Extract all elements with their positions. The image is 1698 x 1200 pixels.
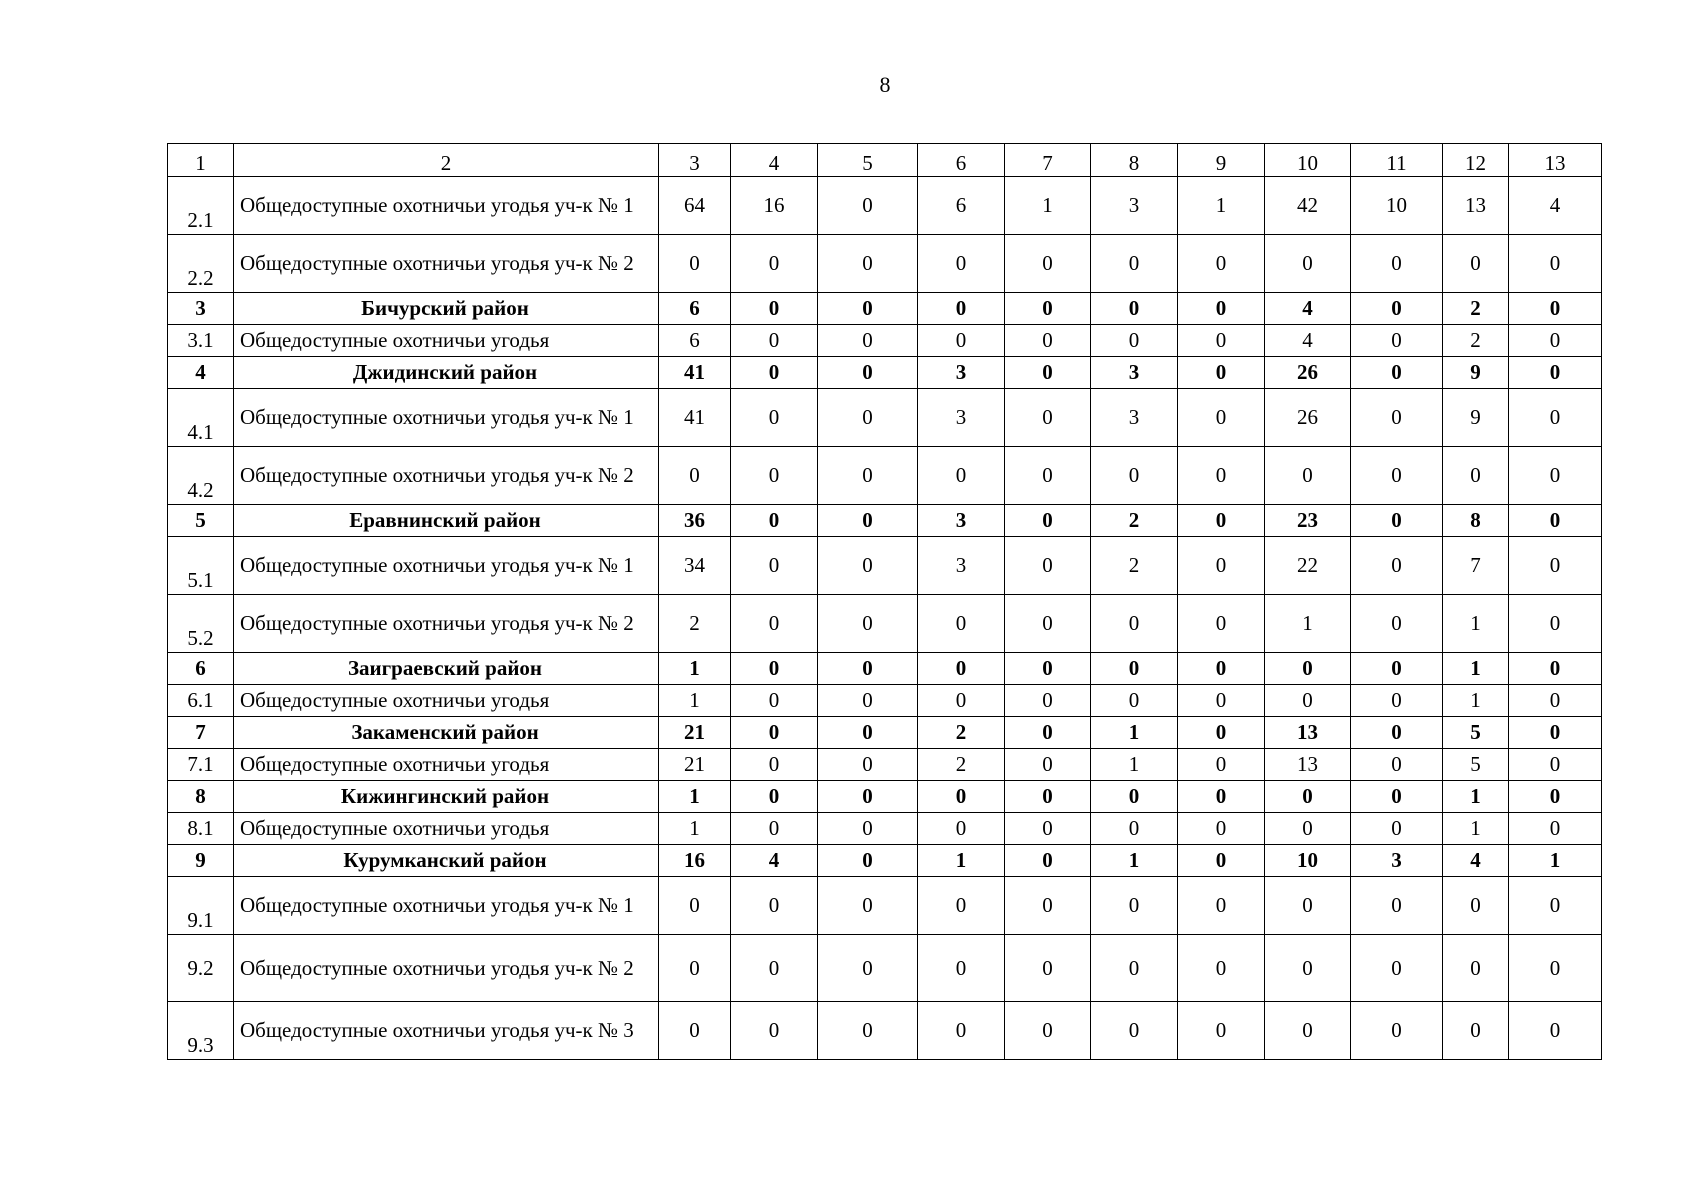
value-cell: 42 xyxy=(1265,177,1351,235)
value-cell: 0 xyxy=(1509,389,1602,447)
area-name-cell: Общедоступные охотничьи угодья уч-к № 1 xyxy=(234,877,659,935)
value-cell: 0 xyxy=(731,813,818,845)
area-name-cell: Общедоступные охотничьи угодья уч-к № 1 xyxy=(234,537,659,595)
column-header-12: 12 xyxy=(1443,144,1509,177)
value-cell: 0 xyxy=(1509,749,1602,781)
value-cell: 0 xyxy=(1005,781,1091,813)
value-cell: 1 xyxy=(1005,177,1091,235)
value-cell: 0 xyxy=(1178,653,1265,685)
value-cell: 23 xyxy=(1265,505,1351,537)
value-cell: 0 xyxy=(1265,235,1351,293)
value-cell: 0 xyxy=(731,537,818,595)
value-cell: 0 xyxy=(731,357,818,389)
value-cell: 0 xyxy=(818,877,918,935)
value-cell: 0 xyxy=(918,293,1005,325)
row-number-cell: 7.1 xyxy=(168,749,234,781)
area-name-cell: Общедоступные охотничьи угодья уч-к № 3 xyxy=(234,1002,659,1060)
value-cell: 0 xyxy=(1178,357,1265,389)
value-cell: 0 xyxy=(731,1002,818,1060)
value-cell: 0 xyxy=(1265,1002,1351,1060)
value-cell: 4 xyxy=(1265,293,1351,325)
value-cell: 41 xyxy=(659,389,731,447)
column-header-3: 3 xyxy=(659,144,731,177)
value-cell: 0 xyxy=(1509,717,1602,749)
value-cell: 26 xyxy=(1265,357,1351,389)
area-name-cell: Общедоступные охотничьи угодья уч-к № 2 xyxy=(234,235,659,293)
value-cell: 0 xyxy=(1509,781,1602,813)
row-number-cell: 9 xyxy=(168,845,234,877)
value-cell: 0 xyxy=(918,653,1005,685)
column-header-11: 11 xyxy=(1351,144,1443,177)
value-cell: 0 xyxy=(731,877,818,935)
value-cell: 0 xyxy=(659,1002,731,1060)
value-cell: 1 xyxy=(659,685,731,717)
value-cell: 0 xyxy=(1178,235,1265,293)
value-cell: 0 xyxy=(1091,447,1178,505)
row-number-cell: 8 xyxy=(168,781,234,813)
value-cell: 0 xyxy=(731,685,818,717)
value-cell: 0 xyxy=(1005,653,1091,685)
value-cell: 0 xyxy=(1091,1002,1178,1060)
row-number-cell: 3 xyxy=(168,293,234,325)
value-cell: 0 xyxy=(1351,749,1443,781)
value-cell: 3 xyxy=(918,357,1005,389)
district-row xyxy=(168,357,1602,389)
district-name-cell: Кижингинский район xyxy=(234,781,659,813)
value-cell: 0 xyxy=(1509,595,1602,653)
row-number-cell: 2.2 xyxy=(168,235,234,293)
value-cell: 0 xyxy=(818,447,918,505)
value-cell: 0 xyxy=(1005,1002,1091,1060)
value-cell: 0 xyxy=(1265,685,1351,717)
district-row xyxy=(168,845,1602,877)
value-cell: 1 xyxy=(1265,595,1351,653)
value-cell: 0 xyxy=(659,877,731,935)
value-cell: 0 xyxy=(918,1002,1005,1060)
value-cell: 9 xyxy=(1443,357,1509,389)
value-cell: 0 xyxy=(1265,781,1351,813)
value-cell: 36 xyxy=(659,505,731,537)
row-number-cell: 5 xyxy=(168,505,234,537)
column-header-2: 2 xyxy=(234,144,659,177)
value-cell: 0 xyxy=(1178,845,1265,877)
table-row xyxy=(168,877,1602,935)
value-cell: 0 xyxy=(1351,505,1443,537)
area-name-cell: Общедоступные охотничьи угодья уч-к № 2 xyxy=(234,447,659,505)
value-cell: 6 xyxy=(918,177,1005,235)
value-cell: 8 xyxy=(1443,505,1509,537)
value-cell: 0 xyxy=(1091,685,1178,717)
value-cell: 0 xyxy=(1509,235,1602,293)
value-cell: 0 xyxy=(1509,537,1602,595)
value-cell: 5 xyxy=(1443,717,1509,749)
value-cell: 1 xyxy=(1443,595,1509,653)
value-cell: 0 xyxy=(1351,293,1443,325)
value-cell: 0 xyxy=(1005,595,1091,653)
value-cell: 0 xyxy=(1178,717,1265,749)
area-name-cell: Общедоступные охотничьи угодья уч-к № 1 xyxy=(234,177,659,235)
value-cell: 0 xyxy=(1178,1002,1265,1060)
value-cell: 0 xyxy=(1351,877,1443,935)
value-cell: 0 xyxy=(1265,653,1351,685)
table-header-row xyxy=(168,144,1602,177)
value-cell: 0 xyxy=(918,813,1005,845)
row-number-cell: 9.2 xyxy=(168,935,234,1002)
value-cell: 1 xyxy=(659,781,731,813)
value-cell: 0 xyxy=(731,235,818,293)
value-cell: 0 xyxy=(818,845,918,877)
value-cell: 0 xyxy=(1091,781,1178,813)
value-cell: 0 xyxy=(731,389,818,447)
value-cell: 21 xyxy=(659,749,731,781)
value-cell: 0 xyxy=(1351,813,1443,845)
table-row xyxy=(168,325,1602,357)
table-row xyxy=(168,1002,1602,1060)
district-row xyxy=(168,781,1602,813)
row-number-cell: 3.1 xyxy=(168,325,234,357)
value-cell: 0 xyxy=(1443,935,1509,1002)
district-row xyxy=(168,505,1602,537)
value-cell: 0 xyxy=(1091,653,1178,685)
value-cell: 0 xyxy=(1509,325,1602,357)
table-row xyxy=(168,935,1602,1002)
value-cell: 0 xyxy=(818,1002,918,1060)
value-cell: 1 xyxy=(918,845,1005,877)
value-cell: 0 xyxy=(918,685,1005,717)
column-header-10: 10 xyxy=(1265,144,1351,177)
value-cell: 13 xyxy=(1265,749,1351,781)
value-cell: 0 xyxy=(1178,685,1265,717)
value-cell: 0 xyxy=(1178,749,1265,781)
value-cell: 0 xyxy=(918,325,1005,357)
value-cell: 2 xyxy=(1091,537,1178,595)
value-cell: 0 xyxy=(1178,595,1265,653)
value-cell: 0 xyxy=(1005,845,1091,877)
value-cell: 0 xyxy=(1443,877,1509,935)
area-name-cell: Общедоступные охотничьи угодья уч-к № 2 xyxy=(234,935,659,1002)
value-cell: 0 xyxy=(1178,505,1265,537)
area-name-cell: Общедоступные охотничьи угодья уч-к № 1 xyxy=(234,389,659,447)
value-cell: 0 xyxy=(1178,537,1265,595)
table-row xyxy=(168,749,1602,781)
table-row xyxy=(168,177,1602,235)
value-cell: 3 xyxy=(918,537,1005,595)
value-cell: 0 xyxy=(1005,505,1091,537)
value-cell: 0 xyxy=(731,653,818,685)
value-cell: 0 xyxy=(659,447,731,505)
value-cell: 0 xyxy=(918,235,1005,293)
value-cell: 0 xyxy=(731,781,818,813)
value-cell: 1 xyxy=(1091,845,1178,877)
value-cell: 0 xyxy=(1509,505,1602,537)
row-number-cell: 9.3 xyxy=(168,1002,234,1060)
value-cell: 26 xyxy=(1265,389,1351,447)
value-cell: 2 xyxy=(918,749,1005,781)
value-cell: 0 xyxy=(1005,293,1091,325)
value-cell: 0 xyxy=(1091,813,1178,845)
value-cell: 16 xyxy=(731,177,818,235)
value-cell: 0 xyxy=(1005,717,1091,749)
value-cell: 0 xyxy=(1178,877,1265,935)
value-cell: 0 xyxy=(731,447,818,505)
value-cell: 0 xyxy=(1091,935,1178,1002)
district-row xyxy=(168,717,1602,749)
value-cell: 2 xyxy=(659,595,731,653)
row-number-cell: 4.2 xyxy=(168,447,234,505)
value-cell: 1 xyxy=(1091,749,1178,781)
value-cell: 1 xyxy=(1091,717,1178,749)
value-cell: 0 xyxy=(1005,447,1091,505)
value-cell: 0 xyxy=(1509,685,1602,717)
value-cell: 0 xyxy=(818,537,918,595)
value-cell: 0 xyxy=(1509,653,1602,685)
value-cell: 2 xyxy=(1443,293,1509,325)
table-row xyxy=(168,537,1602,595)
value-cell: 22 xyxy=(1265,537,1351,595)
value-cell: 0 xyxy=(1351,717,1443,749)
value-cell: 0 xyxy=(1351,389,1443,447)
page-number: 8 xyxy=(879,72,891,97)
value-cell: 0 xyxy=(1005,935,1091,1002)
value-cell: 0 xyxy=(1351,653,1443,685)
value-cell: 0 xyxy=(918,781,1005,813)
value-cell: 0 xyxy=(731,717,818,749)
value-cell: 0 xyxy=(1265,935,1351,1002)
value-cell: 0 xyxy=(1351,447,1443,505)
value-cell: 0 xyxy=(1091,595,1178,653)
column-header-8: 8 xyxy=(1091,144,1178,177)
value-cell: 5 xyxy=(1443,749,1509,781)
value-cell: 0 xyxy=(1005,235,1091,293)
value-cell: 0 xyxy=(731,325,818,357)
value-cell: 0 xyxy=(1091,877,1178,935)
value-cell: 0 xyxy=(1351,595,1443,653)
value-cell: 0 xyxy=(918,595,1005,653)
value-cell: 64 xyxy=(659,177,731,235)
value-cell: 0 xyxy=(1091,325,1178,357)
value-cell: 0 xyxy=(1443,235,1509,293)
value-cell: 34 xyxy=(659,537,731,595)
row-number-cell: 4 xyxy=(168,357,234,389)
value-cell: 0 xyxy=(1265,813,1351,845)
value-cell: 0 xyxy=(818,749,918,781)
value-cell: 0 xyxy=(818,935,918,1002)
column-header-6: 6 xyxy=(918,144,1005,177)
value-cell: 0 xyxy=(1509,293,1602,325)
district-row xyxy=(168,293,1602,325)
value-cell: 0 xyxy=(731,935,818,1002)
district-name-cell: Бичурский район xyxy=(234,293,659,325)
district-name-cell: Курумканский район xyxy=(234,845,659,877)
value-cell: 3 xyxy=(1351,845,1443,877)
value-cell: 0 xyxy=(1509,1002,1602,1060)
value-cell: 0 xyxy=(918,447,1005,505)
value-cell: 2 xyxy=(1091,505,1178,537)
value-cell: 0 xyxy=(1351,357,1443,389)
value-cell: 4 xyxy=(1265,325,1351,357)
value-cell: 10 xyxy=(1351,177,1443,235)
row-number-cell: 8.1 xyxy=(168,813,234,845)
value-cell: 0 xyxy=(1178,325,1265,357)
value-cell: 1 xyxy=(1443,653,1509,685)
value-cell: 0 xyxy=(1351,325,1443,357)
value-cell: 1 xyxy=(659,653,731,685)
value-cell: 0 xyxy=(1005,537,1091,595)
area-name-cell: Общедоступные охотничьи угодья xyxy=(234,813,659,845)
table-body xyxy=(168,144,1602,1060)
value-cell: 0 xyxy=(818,653,918,685)
column-header-13: 13 xyxy=(1509,144,1602,177)
row-number-cell: 6.1 xyxy=(168,685,234,717)
district-name-cell: Закаменский район xyxy=(234,717,659,749)
column-header-1: 1 xyxy=(168,144,234,177)
value-cell: 21 xyxy=(659,717,731,749)
value-cell: 3 xyxy=(1091,177,1178,235)
value-cell: 3 xyxy=(1091,389,1178,447)
value-cell: 0 xyxy=(1005,357,1091,389)
value-cell: 0 xyxy=(818,505,918,537)
value-cell: 1 xyxy=(1509,845,1602,877)
value-cell: 0 xyxy=(818,293,918,325)
value-cell: 0 xyxy=(1509,813,1602,845)
value-cell: 6 xyxy=(659,325,731,357)
value-cell: 0 xyxy=(1005,685,1091,717)
value-cell: 0 xyxy=(1351,781,1443,813)
value-cell: 0 xyxy=(659,935,731,1002)
value-cell: 0 xyxy=(1005,389,1091,447)
value-cell: 7 xyxy=(1443,537,1509,595)
value-cell: 0 xyxy=(1178,813,1265,845)
value-cell: 0 xyxy=(1178,447,1265,505)
value-cell: 0 xyxy=(818,235,918,293)
value-cell: 3 xyxy=(1091,357,1178,389)
value-cell: 9 xyxy=(1443,389,1509,447)
area-name-cell: Общедоступные охотничьи угодья xyxy=(234,685,659,717)
value-cell: 13 xyxy=(1443,177,1509,235)
area-name-cell: Общедоступные охотничьи угодья уч-к № 2 xyxy=(234,595,659,653)
value-cell: 0 xyxy=(1351,537,1443,595)
value-cell: 0 xyxy=(731,505,818,537)
value-cell: 0 xyxy=(818,781,918,813)
value-cell: 0 xyxy=(1351,235,1443,293)
value-cell: 0 xyxy=(1091,235,1178,293)
row-number-cell: 5.1 xyxy=(168,537,234,595)
area-name-cell: Общедоступные охотничьи угодья xyxy=(234,325,659,357)
row-number-cell: 6 xyxy=(168,653,234,685)
value-cell: 0 xyxy=(1178,293,1265,325)
value-cell: 0 xyxy=(731,293,818,325)
row-number-cell: 2.1 xyxy=(168,177,234,235)
value-cell: 0 xyxy=(818,685,918,717)
value-cell: 0 xyxy=(1005,813,1091,845)
value-cell: 1 xyxy=(659,813,731,845)
district-row xyxy=(168,653,1602,685)
table-row xyxy=(168,389,1602,447)
table-row xyxy=(168,447,1602,505)
value-cell: 0 xyxy=(1178,935,1265,1002)
value-cell: 0 xyxy=(818,325,918,357)
value-cell: 0 xyxy=(818,357,918,389)
district-name-cell: Джидинский район xyxy=(234,357,659,389)
value-cell: 4 xyxy=(1443,845,1509,877)
column-header-5: 5 xyxy=(818,144,918,177)
value-cell: 0 xyxy=(731,749,818,781)
district-name-cell: Еравнинский район xyxy=(234,505,659,537)
hunting-grounds-table xyxy=(167,143,1602,1060)
table-row xyxy=(168,595,1602,653)
table-row xyxy=(168,813,1602,845)
value-cell: 0 xyxy=(818,717,918,749)
column-header-7: 7 xyxy=(1005,144,1091,177)
value-cell: 3 xyxy=(918,389,1005,447)
value-cell: 0 xyxy=(1265,447,1351,505)
value-cell: 0 xyxy=(918,935,1005,1002)
value-cell: 6 xyxy=(659,293,731,325)
value-cell: 4 xyxy=(1509,177,1602,235)
value-cell: 0 xyxy=(1443,447,1509,505)
value-cell: 0 xyxy=(1178,781,1265,813)
value-cell: 3 xyxy=(918,505,1005,537)
value-cell: 4 xyxy=(731,845,818,877)
value-cell: 0 xyxy=(1178,389,1265,447)
row-number-cell: 4.1 xyxy=(168,389,234,447)
value-cell: 0 xyxy=(1265,877,1351,935)
value-cell: 0 xyxy=(1351,685,1443,717)
value-cell: 1 xyxy=(1443,781,1509,813)
value-cell: 0 xyxy=(818,813,918,845)
value-cell: 0 xyxy=(1005,749,1091,781)
value-cell: 1 xyxy=(1178,177,1265,235)
row-number-cell: 5.2 xyxy=(168,595,234,653)
row-number-cell: 7 xyxy=(168,717,234,749)
value-cell: 10 xyxy=(1265,845,1351,877)
row-number-cell: 9.1 xyxy=(168,877,234,935)
value-cell: 0 xyxy=(818,595,918,653)
value-cell: 0 xyxy=(1509,447,1602,505)
value-cell: 41 xyxy=(659,357,731,389)
value-cell: 0 xyxy=(731,595,818,653)
value-cell: 0 xyxy=(1509,357,1602,389)
value-cell: 0 xyxy=(659,235,731,293)
table-row xyxy=(168,685,1602,717)
value-cell: 0 xyxy=(1443,1002,1509,1060)
value-cell: 0 xyxy=(1509,935,1602,1002)
district-name-cell: Заиграевский район xyxy=(234,653,659,685)
value-cell: 13 xyxy=(1265,717,1351,749)
value-cell: 0 xyxy=(818,389,918,447)
value-cell: 0 xyxy=(1351,1002,1443,1060)
value-cell: 0 xyxy=(1091,293,1178,325)
value-cell: 1 xyxy=(1443,685,1509,717)
value-cell: 16 xyxy=(659,845,731,877)
value-cell: 0 xyxy=(818,177,918,235)
value-cell: 1 xyxy=(1443,813,1509,845)
value-cell: 0 xyxy=(1005,325,1091,357)
area-name-cell: Общедоступные охотничьи угодья xyxy=(234,749,659,781)
value-cell: 0 xyxy=(918,877,1005,935)
value-cell: 0 xyxy=(1351,935,1443,1002)
column-header-9: 9 xyxy=(1178,144,1265,177)
value-cell: 0 xyxy=(1005,877,1091,935)
value-cell: 0 xyxy=(1509,877,1602,935)
value-cell: 2 xyxy=(1443,325,1509,357)
column-header-4: 4 xyxy=(731,144,818,177)
value-cell: 2 xyxy=(918,717,1005,749)
table-row xyxy=(168,235,1602,293)
